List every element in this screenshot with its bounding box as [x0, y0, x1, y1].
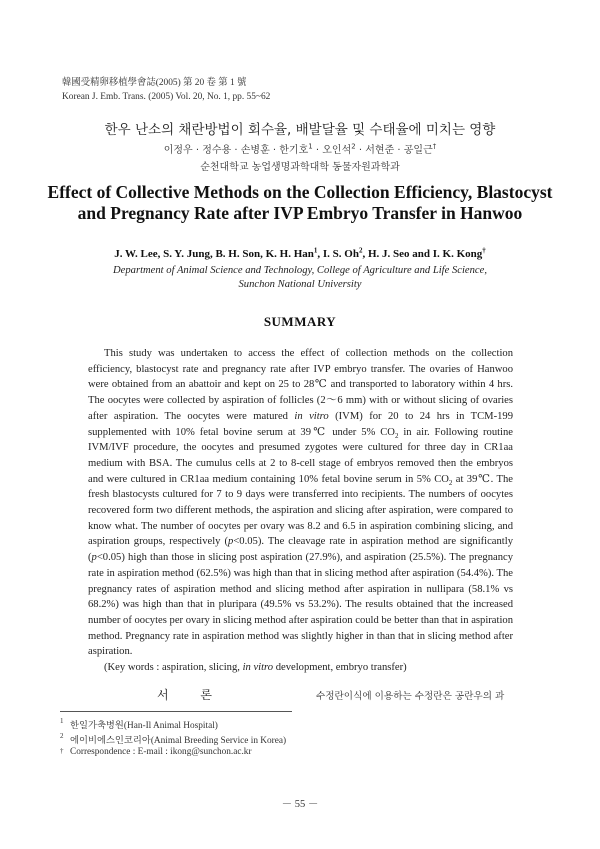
co2-subscript-2: 2 [448, 478, 453, 487]
english-author-mark-1: 1 [313, 246, 318, 255]
footnote-2-korean: 에이비에스인코리아 [70, 735, 151, 746]
p-value-symbol-2: p [91, 552, 97, 564]
journal-header-english: Korean J. Emb. Trans. (2005) Vol. 20, No. 1, pp. 55~62 [62, 92, 271, 102]
footnote-2 [60, 732, 286, 746]
key-words-2: development, embryo transfer) [273, 662, 407, 674]
korean-author-mark-1: 1 [308, 142, 313, 151]
introduction-heading: 서 론 [157, 688, 226, 702]
key-words [88, 660, 513, 676]
abstract-text-5: <0.05). The cleavage rate in aspiration method are significantly ( [88, 536, 513, 564]
korean-authors-part3: · 서현준 · 공일근 [355, 145, 433, 156]
abstract-text-1: This study was undertaken to access the effect of collection methods on the collection efficiency, blastocyst rate and pregnancy rate after IVP embryo transfer. The ovaries of Hanwoo were obtained from an abattoir and kept on 25 to 28℃ and transported to laboratory within 4 hrs. The oocytes were collected by aspiration of follicles (2～6 mm) with or without slicing of ovaries after aspiration. The oocytes were matured [88, 348, 513, 422]
english-author-mark-3: † [482, 246, 486, 255]
footnote-1-english: (Han-Il Animal Hospital) [123, 721, 218, 731]
abstract-paragraph [88, 346, 513, 660]
page-number: － 55 － [281, 799, 319, 810]
english-authors-part3: , H. J. Seo and I. K. Kong [362, 248, 483, 260]
p-value-symbol-1: p [228, 536, 234, 548]
korean-title: 한우 난소의 채란방법이 회수율, 배발달율 및 수태율에 미치는 영향 [104, 122, 496, 138]
abstract-text-2: (IVM) for 20 to 24 hrs in TCM-199 supplemented with 10% fetal bovine serum at 39℃ under 5% CO [88, 410, 513, 438]
abstract-text-4: at 39℃. The fresh blastocysts cultured for 7 to 9 days were transferred into recipients. The numbers of oocytes recovered form two different methods, the aspiration and slicing after aspiration, were compared to know what. The number of oocytes per ovary was 8.2 and 6.5 in aspiration combining slicing, and aspiration groups, respectively ( [88, 473, 513, 548]
abstract-in-vitro: in vitro [294, 410, 329, 422]
english-authors-part1: J. W. Lee, S. Y. Jung, B. H. Son, K. H. Han [114, 248, 314, 260]
abstract-body [88, 346, 513, 676]
korean-author-mark-2: 2 [351, 142, 356, 151]
journal-header-korean: 韓國受精卵移植學會誌(2005) 第 20 卷 第 1 號 [62, 78, 247, 88]
korean-author-mark-3: † [432, 142, 437, 151]
summary-heading: SUMMARY [263, 314, 337, 329]
abstract-text-6: <0.05) high than those in slicing post aspiration (27.9%), and aspiration (25.5%). The pregnancy rate in aspiration method (62.5%) was high than that in slicing method after aspiration (54.4%). The pregnancy rates of aspiration method and slicing method after aspiration in nullipara (58.1% vs 68.2%) was high than that in pluripara (49.5% vs 53.2%). The results obtained that the increased number of oocytes per ovary in slicing method after aspiration could be better than that in aspiration method. Pregnancy rate in aspiration method was slightly higher in than that in slicing method after aspiration. [88, 552, 513, 658]
english-authors-part2: , I. S. Oh [317, 248, 359, 260]
introduction-first-line: 수정란이식에 이용하는 수정란은 공란우의 과 [316, 691, 505, 702]
footnote-mark-1: 1 [60, 717, 64, 725]
english-affiliation [0, 264, 600, 292]
english-affiliation-line1: Department of Animal Science and Technology, College of Agriculture and Life Science, [113, 265, 487, 276]
english-title: Effect of Collective Methods on the Collection Efficiency, Blastocyst and Pregnancy Rate after IVP Embryo Transfer in Hanwoo [47, 182, 553, 223]
footnote-mark-dagger: † [60, 747, 64, 755]
korean-affiliation: 순천대학교 농업생명과학대학 동물자원과학과 [200, 162, 400, 173]
footnote-2-english: (Animal Breeding Service in Korea) [150, 736, 287, 746]
english-affiliation-line2: Sunchon National University [238, 279, 362, 290]
korean-authors [0, 141, 600, 156]
korean-authors-part1: 이정우 · 정수용 · 손병훈 · 한기호 [163, 145, 309, 156]
footnote-mark-2: 2 [60, 732, 64, 740]
abstract-text-3: in air. Following routine IVM/IVF procedure, the oocytes and presumed zygotes were cultured for three day in CR1aa medium with BSA. The cumulus cells at 2 to 8-cell stage of embryos removed then the embryos and were cultured in CR1aa medium containing 10% fetal bovine serum in 5% CO [88, 426, 513, 485]
english-authors [0, 248, 600, 260]
footnote-1 [60, 717, 218, 731]
key-words-1: (Key words : aspiration, slicing, [104, 662, 243, 674]
correspondence-email: Correspondence : E-mail : ikong@sunchon.ac.kr [70, 747, 252, 757]
korean-authors-part2: · 오인석 [312, 145, 352, 156]
footnote-1-korean: 한일가축병원 [70, 720, 124, 731]
key-words-in-vitro: in vitro [242, 662, 274, 674]
co2-subscript-1: 2 [394, 431, 399, 440]
footnote-divider [60, 711, 292, 712]
footnote-correspondence [60, 747, 252, 757]
english-author-mark-2: 2 [358, 246, 363, 255]
